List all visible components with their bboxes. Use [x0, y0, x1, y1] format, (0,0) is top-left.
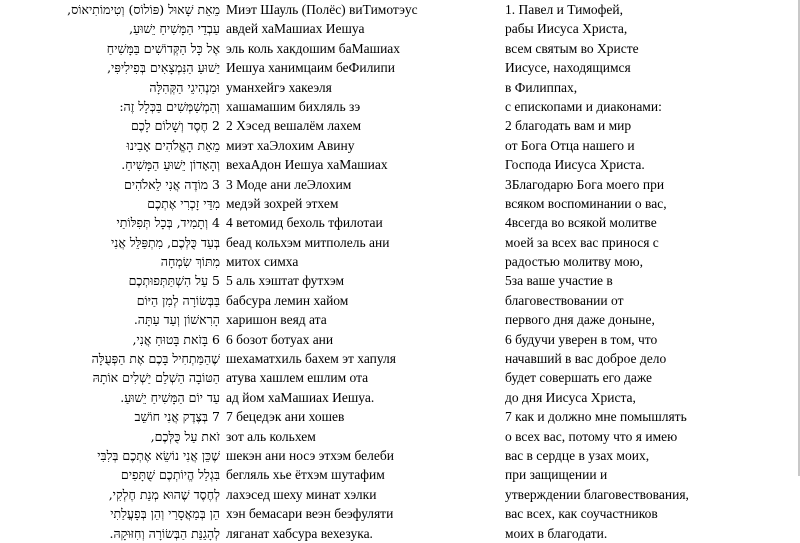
russian-column — [505, 0, 795, 543]
russian-line: Иисусе, находящимся — [505, 60, 631, 76]
transliteration-line: шехаматхиль бахем эт хапуля — [226, 351, 396, 367]
transliteration-line: беад кольхэм митполель ани — [226, 234, 390, 250]
hebrew-line: עַבְדֵי הַמָּשִׁיחַ יֵשׁוּעַ, — [129, 21, 220, 37]
russian-line: 4всегда во всякой молитве — [505, 215, 657, 231]
transliteration-line: эль коль хакдошим баМашиах — [226, 40, 401, 56]
russian-line: вас всех, как соучастников — [505, 506, 658, 522]
russian-line: 7 как и должно мне помышлять — [505, 409, 687, 425]
russian-line: первого дня даже доныне, — [505, 312, 655, 328]
transliteration-line: митох симха — [226, 254, 299, 270]
transliteration-line: 6 бозот ботуах ани — [226, 331, 334, 347]
hebrew-line: 2 חֶסֶד וְשָׁלוֹם לָכֶם — [130, 118, 220, 134]
hebrew-line: 3 מוֹדֶה אֲנִי לֵאלֹהִים — [124, 176, 220, 192]
transliteration-line: лахэсед шеху минат хэлки — [226, 486, 377, 502]
russian-line: вас в сердце в узах моих, — [505, 447, 650, 463]
transliteration-line: харишон веяд ата — [226, 312, 327, 328]
hebrew-line: 6 בָּזֹאת בָּטוּחַ אֲנִי, — [132, 331, 220, 347]
transliteration-column — [226, 0, 496, 543]
transliteration-line: бегляль хье ётхэм шутафим — [226, 467, 385, 483]
hebrew-line: בִּגְלַל הֱיוֹתְכֶם שֻׁתָּפִים — [120, 467, 220, 483]
hebrew-line: הַטּוֹבָה הַשְׁלֵם יַשְׁלִים אוֹתָהּ — [92, 370, 220, 386]
russian-line: о всех вас, потому что я имею — [505, 428, 678, 444]
hebrew-line: וְהַמְשַׁמְּשִׁים בַּכְּלָל זֶה: — [119, 98, 220, 114]
hebrew-line: הָרִאשׁוֹן וְעַד עַתָּה. — [133, 312, 220, 328]
hebrew-line: אֶל כָּל הַקְּדוֹשִׁים בַּמָּשִׁיחַ — [106, 40, 220, 56]
transliteration-line: уманхейгэ хакеэля — [226, 79, 332, 95]
hebrew-line: מִדֵּי זָכְרִי אֶתְכֶם — [147, 195, 220, 211]
hebrew-line: זֹאת עַל כֻּלְּכֶם, — [150, 428, 220, 444]
russian-line: радостью молитву мою, — [505, 254, 643, 270]
hebrew-line: 4 וְתָמִיד, בְּכָל תְּפִלּוֹתַי — [116, 215, 220, 231]
transliteration-line: шекэн ани носэ этхэм белеби — [226, 447, 394, 463]
russian-line: моей за всех вас принося с — [505, 234, 659, 250]
russian-line: 6 будучи уверен в том, что — [505, 331, 658, 347]
russian-line: утверждении благовествования, — [505, 486, 689, 502]
russian-line: от Бога Отца нашего и — [505, 137, 635, 153]
russian-line: 1. Павел и Тимофей, — [505, 2, 624, 17]
russian-line: при защищении и — [505, 467, 608, 483]
russian-line: начавший в вас доброе дело — [505, 351, 667, 367]
transliteration-line: зот аль кольхем — [226, 428, 316, 444]
hebrew-line: מֵאֵת שָׁאוּל (פּוֹלוֹס) וְטִימוֹתִיאוֹס, — [67, 2, 220, 17]
hebrew-line: 7 בְּצֶדֶק אֲנִי חוֹשֵׁב — [134, 409, 220, 425]
transliteration-line: бабсура лемин хайом — [226, 292, 349, 308]
russian-line: 3Благодарю Бога моего при — [505, 176, 665, 192]
transliteration-line: Миэт Шауль (Полёс) виТимотэус — [226, 2, 418, 17]
hebrew-line: שֶׁכֵּן אֲנִי נוֹשֵׂא אֶתְכֶם בְּלִבִּי — [97, 447, 220, 463]
russian-line: рабы Иисуса Христа, — [505, 21, 628, 37]
russian-line: всяком воспоминании о вас, — [505, 195, 667, 211]
russian-line: до дня Иисуса Христа, — [505, 389, 636, 405]
transliteration-line: Иешуа ханимцаим беФилипи — [226, 60, 395, 76]
transliteration-line: ляганат хабсура вехезука. — [226, 525, 373, 541]
hebrew-line: לְהָגֵנַּת הַבְּשׂוֹרָה וְחִזּוּקָהּ. — [109, 525, 220, 541]
transliteration-line: 4 ветомид бехоль тфилотаи — [226, 215, 383, 231]
transliteration-line: хашамашим бихляль зэ — [226, 98, 361, 114]
hebrew-line: בְּעַד כֻּלְּכֶם, מִתְפַּלֵּל אֲנִי — [111, 234, 220, 250]
russian-line: будет совершать его даже — [505, 370, 652, 386]
hebrew-line: בַּבְּשׂוֹרָה לְמִן הַיּוֹם — [136, 292, 220, 308]
transliteration-line: медэй зохрей этхем — [226, 195, 339, 211]
transliteration-line: 7 бецедэк ани хошев — [226, 409, 345, 425]
russian-line: с епископами и диаконами: — [505, 98, 662, 114]
hebrew-line: וּמַנְהִיגֵי הַקְּהִלָּה — [149, 79, 220, 95]
russian-line: благовествовании от — [505, 292, 624, 308]
russian-line: в Филиппах, — [505, 79, 578, 95]
transliteration-line: 2 Хэсед вешалём лахем — [226, 118, 361, 134]
russian-line: моих в благодати. — [505, 525, 608, 541]
transliteration-line: вехаАдон Иешуа хаМашиах — [226, 157, 388, 173]
transliteration-line: ад йом хаМашиах Иешуа. — [226, 389, 375, 405]
hebrew-line: עַד יוֹם הַמָּשִׁיחַ יֵשׁוּעַ. — [120, 389, 220, 405]
transliteration-line: авдей хаМашиах Иешуа — [226, 21, 365, 37]
hebrew-line: וְהָאָדוֹן יֵשׁוּעַ הַמָּשִׁיחַ. — [121, 157, 220, 173]
russian-line: всем святым во Христе — [505, 40, 639, 56]
hebrew-line: שֶׁהַמַּתְחִיל בָּכֶם אֶת הַפְּעֻלָּה — [91, 351, 220, 367]
transliteration-line: хэн бемасари веэн беэфуляти — [226, 506, 394, 522]
transliteration-line: миэт хаЭлохим Авину — [226, 137, 355, 153]
hebrew-line: הֵן בְּמַאֲסָרַי וְהֵן בְּפָעֳלַתִי — [110, 506, 220, 522]
transliteration-line: 3 Моде ани леЭлохим — [226, 176, 352, 192]
hebrew-column — [8, 0, 220, 543]
hebrew-line: יֵשׁוּעַ הַנִּמְצָאִים בְּפִילִיפִּי, — [107, 60, 220, 76]
hebrew-line: מֵאֵת הָאֱלֹהִים אָבִינוּ — [126, 137, 220, 153]
hebrew-line: לְחֶסֶד שֶׁהוּא מְנַת חֶלְקִי, — [108, 486, 220, 502]
hebrew-line: 5 עַל הִשְׁתַּתְּפוּתְכֶם — [128, 273, 220, 289]
transliteration-line: атува хашлем ешлим ота — [226, 370, 369, 386]
russian-line: 5за ваше участие в — [505, 273, 613, 289]
russian-line: Господа Иисуса Христа. — [505, 157, 645, 173]
transliteration-line: 5 аль хэштат футхэм — [226, 273, 345, 289]
hebrew-line: מִתּוֹךְ שִׂמְחָה — [160, 254, 220, 270]
russian-line: 2 благодать вам и мир — [505, 118, 632, 134]
